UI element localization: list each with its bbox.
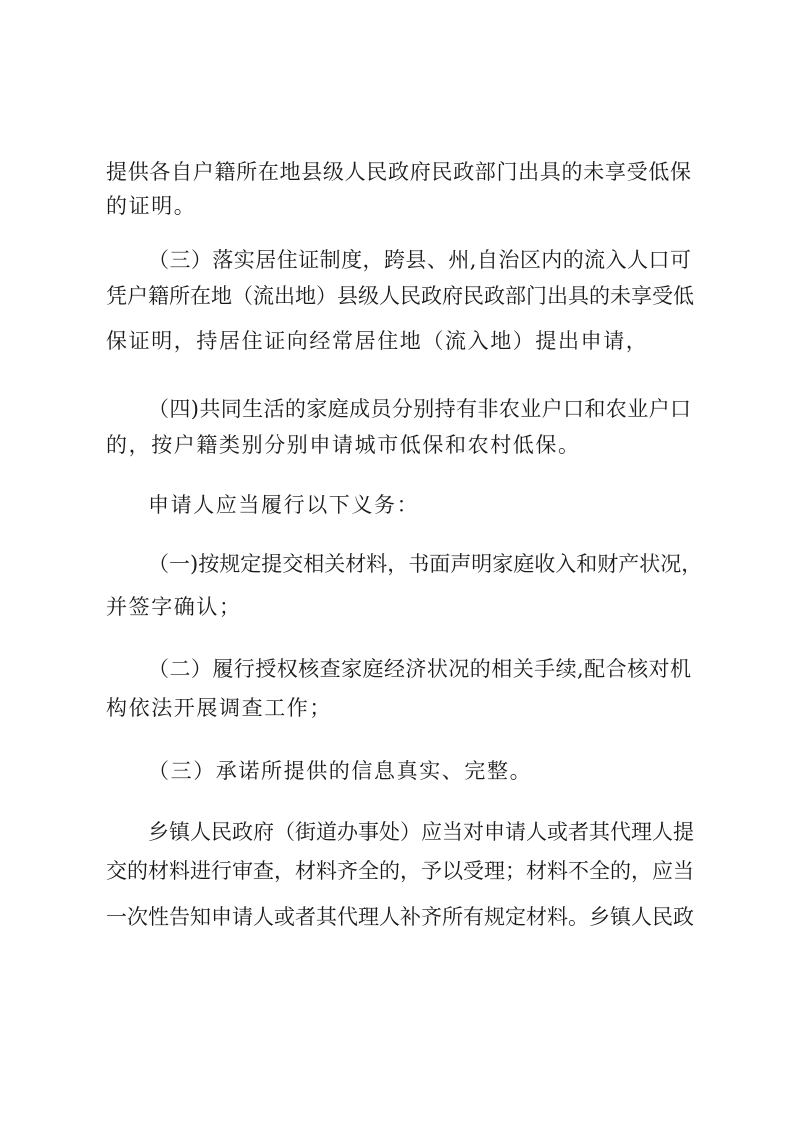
text-line-16: 一次性告知申请人或者其代理人补齐所有规定材料。乡镇人民政 xyxy=(106,905,694,929)
text-line-11: （二）履行授权核查家庭经济状况的相关手续,配合核对机 xyxy=(148,657,691,681)
text-line-12: 构依法开展调查工作； xyxy=(106,696,332,720)
text-line-4: 凭户籍所在地（流出地）县级人民政府民政部门出具的未享受低 xyxy=(106,284,694,308)
text-line-13: （三）承诺所提供的信息真实、完整。 xyxy=(148,759,533,783)
text-line-9: （一)按规定提交相关材料，书面声明家庭收入和财产状况， xyxy=(148,552,703,576)
text-line-2: 的证明。 xyxy=(106,194,197,218)
text-line-7: 的，按户籍类别分别申请城市低保和农村低保。 xyxy=(106,433,581,457)
text-line-6: （四)共同生活的家庭成员分别持有非农业户口和农业户口 xyxy=(148,397,691,421)
text-line-8: 申请人应当履行以下义务： xyxy=(148,493,420,517)
text-line-3: （三）落实居住证制度，跨县、州,自治区内的流入人口可 xyxy=(148,248,691,272)
text-line-5: 保证明，持居住证向经常居住地（流入地）提出申请， xyxy=(106,329,649,353)
text-line-15: 交的材料进行审查，材料齐全的，予以受理；材料不全的，应当 xyxy=(106,859,694,883)
text-line-14: 乡镇人民政府（街道办事处）应当对申请人或者其代理人提 xyxy=(148,820,694,844)
text-line-1: 提供各自户籍所在地县级人民政府民政部门出具的未享受低保 xyxy=(106,160,691,184)
text-line-10: 并签字确认； xyxy=(106,595,242,619)
